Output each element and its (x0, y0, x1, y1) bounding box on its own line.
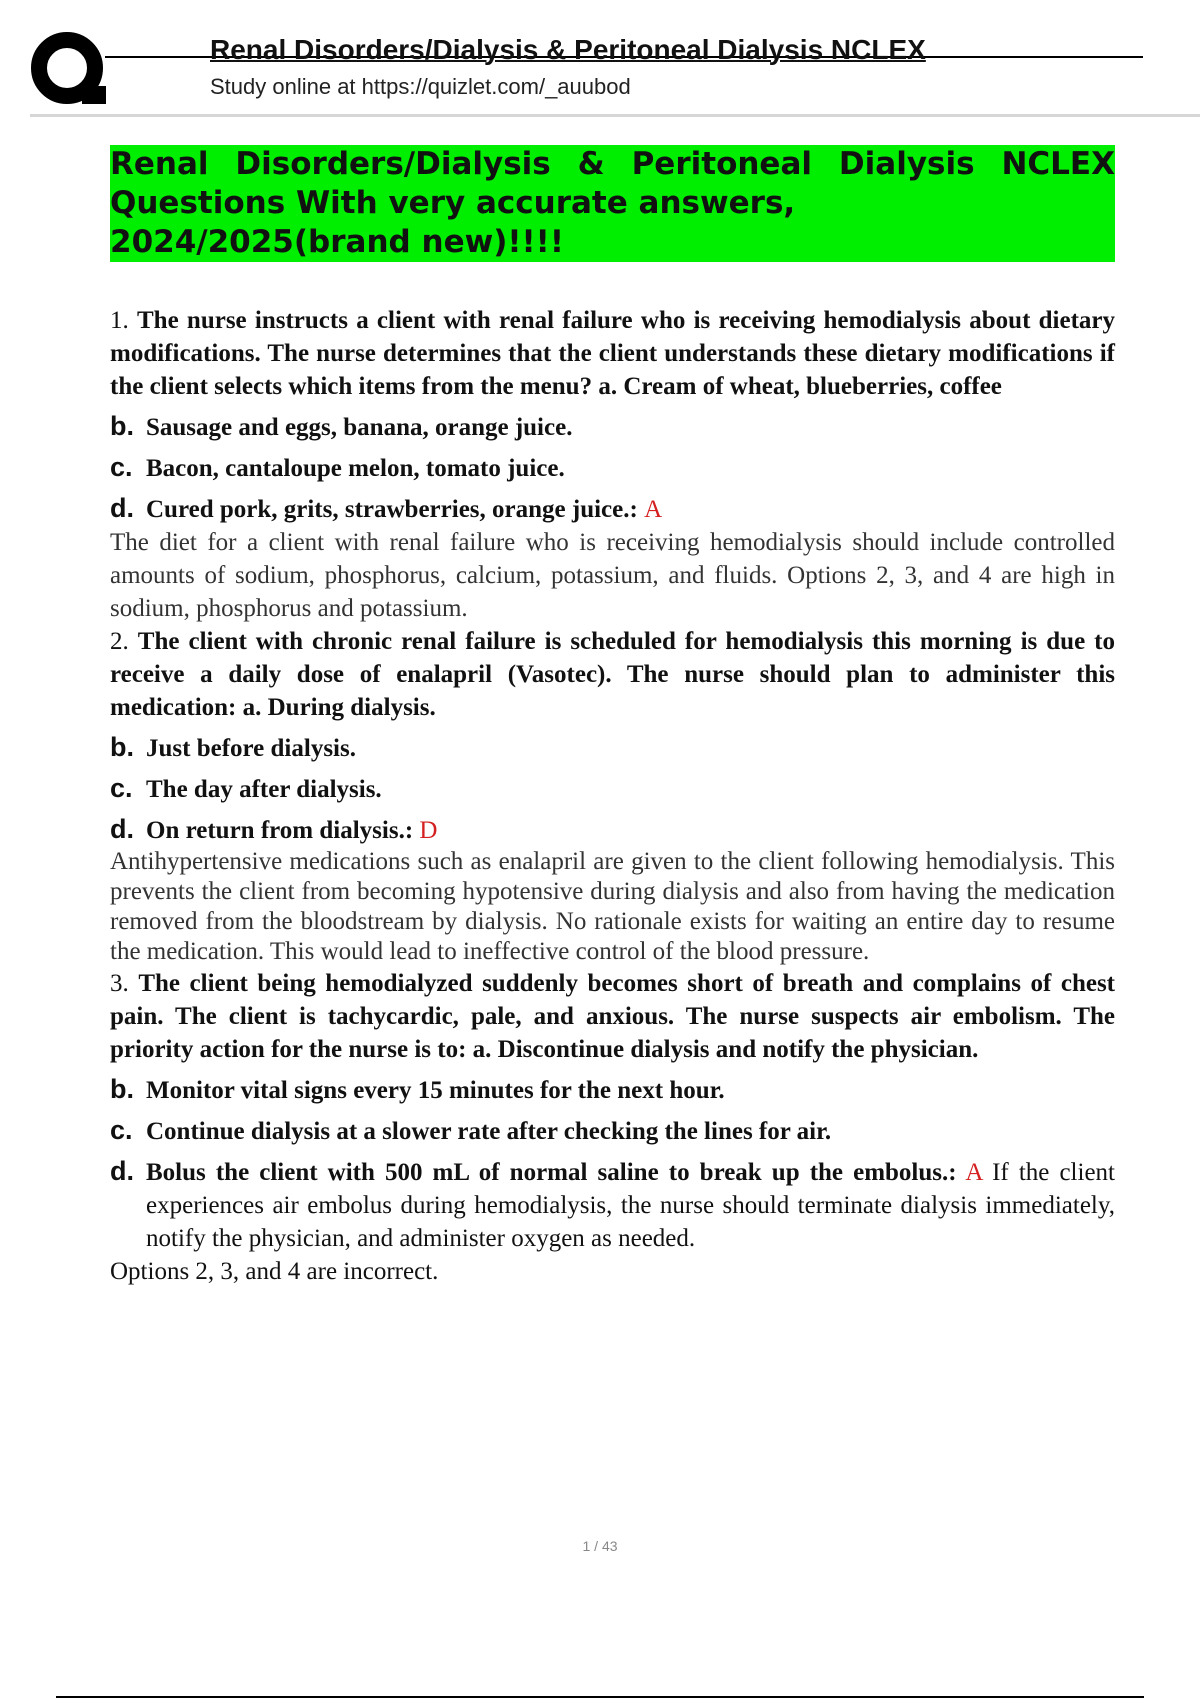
page-indicator: 1 / 43 (582, 1538, 618, 1554)
option-letter: c. (110, 452, 133, 482)
question-stem: The client being hemodialyzed suddenly becomes short of breath and complains of chest pain. The client is tachycardic, pale, and anxious. The nurse suspects air embolism. The priority action for the nurse is to: a. Discontinue dialysis and notify the physician. (110, 970, 1116, 1063)
option-d (110, 492, 1115, 526)
question-number: 2. (110, 628, 129, 655)
answer-key: A (644, 496, 663, 523)
option-text: Cured pork, grits, strawberries, orange juice.: (146, 496, 638, 523)
option-text: Bolus the client with 500 mL of normal saline to break up the embolus.: (146, 1159, 957, 1186)
option-text: Just before dialysis. (146, 735, 356, 762)
quizlet-logo-icon (30, 30, 108, 110)
option-text: Bacon, cantaloupe melon, tomato juice. (146, 455, 565, 482)
option-letter: d. (110, 1156, 134, 1186)
option-c (110, 451, 1115, 485)
option-letter: b. (110, 1074, 134, 1104)
option-letter: c. (110, 1115, 133, 1145)
answer-key: A (965, 1159, 982, 1186)
banner-line-2: 2024/2025(brand new)!!!! (110, 224, 564, 260)
option-letter: d. (110, 814, 134, 844)
option-c (110, 1114, 1115, 1148)
study-online-link[interactable]: Study online at https://quizlet.com/_auubod (210, 74, 631, 99)
option-text: On return from dialysis.: (146, 817, 414, 844)
option-text: Monitor vital signs every 15 minutes for the next hour. (146, 1077, 725, 1104)
document-body (110, 145, 1115, 1288)
option-d (110, 813, 1115, 847)
rationale-trailing: Options 2, 3, and 4 are incorrect. (110, 1258, 439, 1285)
rationale: Antihypertensive medications such as enalapril are given to the client following hemodialysis. This prevents the client from becoming hypotensive during dialysis and also from having the medication removed from the bloodstream by dialysis. No rationale exists for waiting an entire day to resume the medication. This would lead to ineffective control of the blood pressure. (110, 848, 1115, 965)
option-letter: b. (110, 732, 134, 762)
rationale: If the client experiences air embolus during hemodialysis, the nurse should terminate dialysis immediately, notify the physician, and administer oxygen as needed. (146, 1159, 1115, 1252)
page-title: Renal Disorders/Dialysis & Peritoneal Dialysis NCLEX (210, 34, 926, 65)
option-b (110, 731, 1115, 765)
option-d (110, 1155, 1115, 1255)
banner-line-1: Renal Disorders/Dialysis & Peritoneal Dialysis NCLEX Questions With very accurate answers, (110, 146, 1115, 221)
option-letter: c. (110, 773, 133, 803)
question-number: 3. (110, 970, 129, 997)
footer-rule (56, 1696, 1144, 1698)
highlighted-banner (110, 145, 1115, 262)
option-b (110, 1073, 1115, 1107)
question-1 (110, 304, 1115, 403)
question-stem: The nurse instructs a client with renal failure who is receiving hemodialysis about dietary modifications. The nurse determines that the client understands these dietary modifications if the client selects which items from the menu? a. Cream of wheat, blueberries, coffee (110, 307, 1116, 400)
option-text: Continue dialysis at a slower rate after checking the lines for air. (146, 1118, 832, 1145)
option-text: The day after dialysis. (146, 776, 382, 803)
question-stem: The client with chronic renal failure is scheduled for hemodialysis this morning is due to receive a daily dose of enalapril (Vasotec). The nurse should plan to administer this medication: a. During dialysis. (110, 628, 1116, 721)
question-number: 1. (110, 307, 129, 334)
question-3 (110, 967, 1115, 1066)
question-2 (110, 625, 1115, 724)
answer-key: D (419, 817, 438, 844)
option-c (110, 772, 1115, 806)
header-divider (30, 114, 1200, 117)
option-b (110, 410, 1115, 444)
option-letter: d. (110, 493, 134, 523)
option-text: Sausage and eggs, banana, orange juice. (146, 414, 573, 441)
option-letter: b. (110, 411, 134, 441)
rationale: The diet for a client with renal failure who is receiving hemodialysis should include controlled amounts of sodium, phosphorus, calcium, potassium, and fluids. Options 2, 3, and 4 are high in sodium, phosphorus and potassium. (110, 529, 1115, 622)
